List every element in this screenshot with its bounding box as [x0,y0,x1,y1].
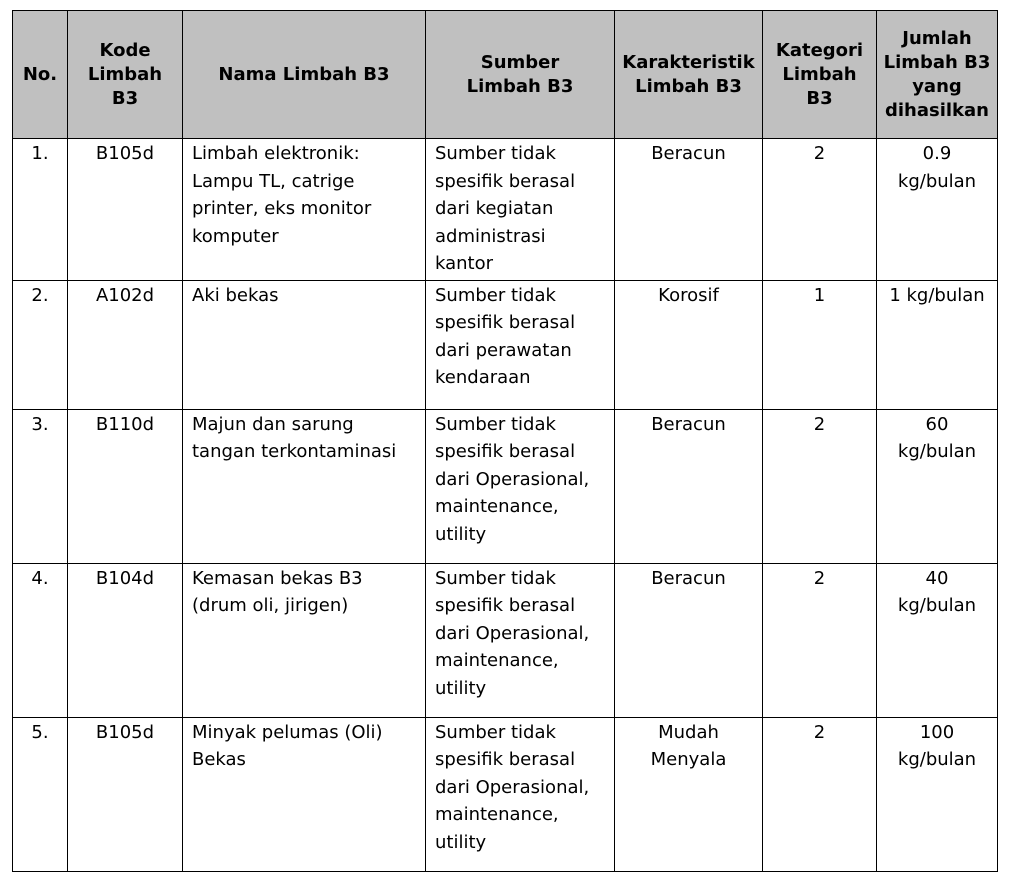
cell-jumlah: 1 kg/bulan [877,280,998,409]
cell-kategori: 2 [763,563,877,717]
header-no: No. [13,11,68,139]
cell-kode: B105d [68,717,183,871]
cell-sumber: Sumber tidak spesifik berasal dari kegiatan administrasi kantor [426,139,615,281]
cell-jumlah: 60 kg/bulan [877,409,998,563]
cell-karakteristik: Beracun [615,563,763,717]
cell-karakteristik: Beracun [615,409,763,563]
cell-jumlah: 100 kg/bulan [877,717,998,871]
cell-nama: Kemasan bekas B3 (drum oli, jirigen) [183,563,426,717]
header-sumber: Sumber Limbah B3 [426,11,615,139]
cell-no: 5. [13,717,68,871]
cell-nama: Aki bekas [183,280,426,409]
cell-sumber: Sumber tidak spesifik berasal dari perawatan kendaraan [426,280,615,409]
cell-karakteristik: Beracun [615,139,763,281]
table-row [13,280,998,409]
table-row [13,563,998,717]
cell-kode: B105d [68,139,183,281]
cell-no: 3. [13,409,68,563]
table-row [13,139,998,281]
cell-jumlah: 0.9 kg/bulan [877,139,998,281]
cell-karakteristik: Mudah Menyala [615,717,763,871]
cell-karakteristik: Korosif [615,280,763,409]
cell-kode: A102d [68,280,183,409]
cell-kode: B110d [68,409,183,563]
cell-kategori: 2 [763,717,877,871]
cell-sumber: Sumber tidak spesifik berasal dari Operasional, maintenance, utility [426,409,615,563]
waste-table [12,10,998,872]
cell-nama: Limbah elektronik: Lampu TL, catrige printer, eks monitor komputer [183,139,426,281]
cell-nama: Majun dan sarung tangan terkontaminasi [183,409,426,563]
cell-kategori: 1 [763,280,877,409]
cell-kategori: 2 [763,139,877,281]
document-page [12,10,998,872]
cell-no: 1. [13,139,68,281]
cell-no: 2. [13,280,68,409]
header-nama: Nama Limbah B3 [183,11,426,139]
header-karakteristik: Karakteristik Limbah B3 [615,11,763,139]
header-kode: Kode Limbah B3 [68,11,183,139]
cell-jumlah: 40 kg/bulan [877,563,998,717]
table-row [13,717,998,871]
cell-kode: B104d [68,563,183,717]
cell-kategori: 2 [763,409,877,563]
cell-no: 4. [13,563,68,717]
cell-nama: Minyak pelumas (Oli) Bekas [183,717,426,871]
header-jumlah: Jumlah Limbah B3 yang dihasilkan [877,11,998,139]
header-kategori: Kategori Limbah B3 [763,11,877,139]
cell-sumber: Sumber tidak spesifik berasal dari Operasional, maintenance, utility [426,563,615,717]
table-header-row [13,11,998,139]
table-row [13,409,998,563]
cell-sumber: Sumber tidak spesifik berasal dari Operasional, maintenance, utility [426,717,615,871]
